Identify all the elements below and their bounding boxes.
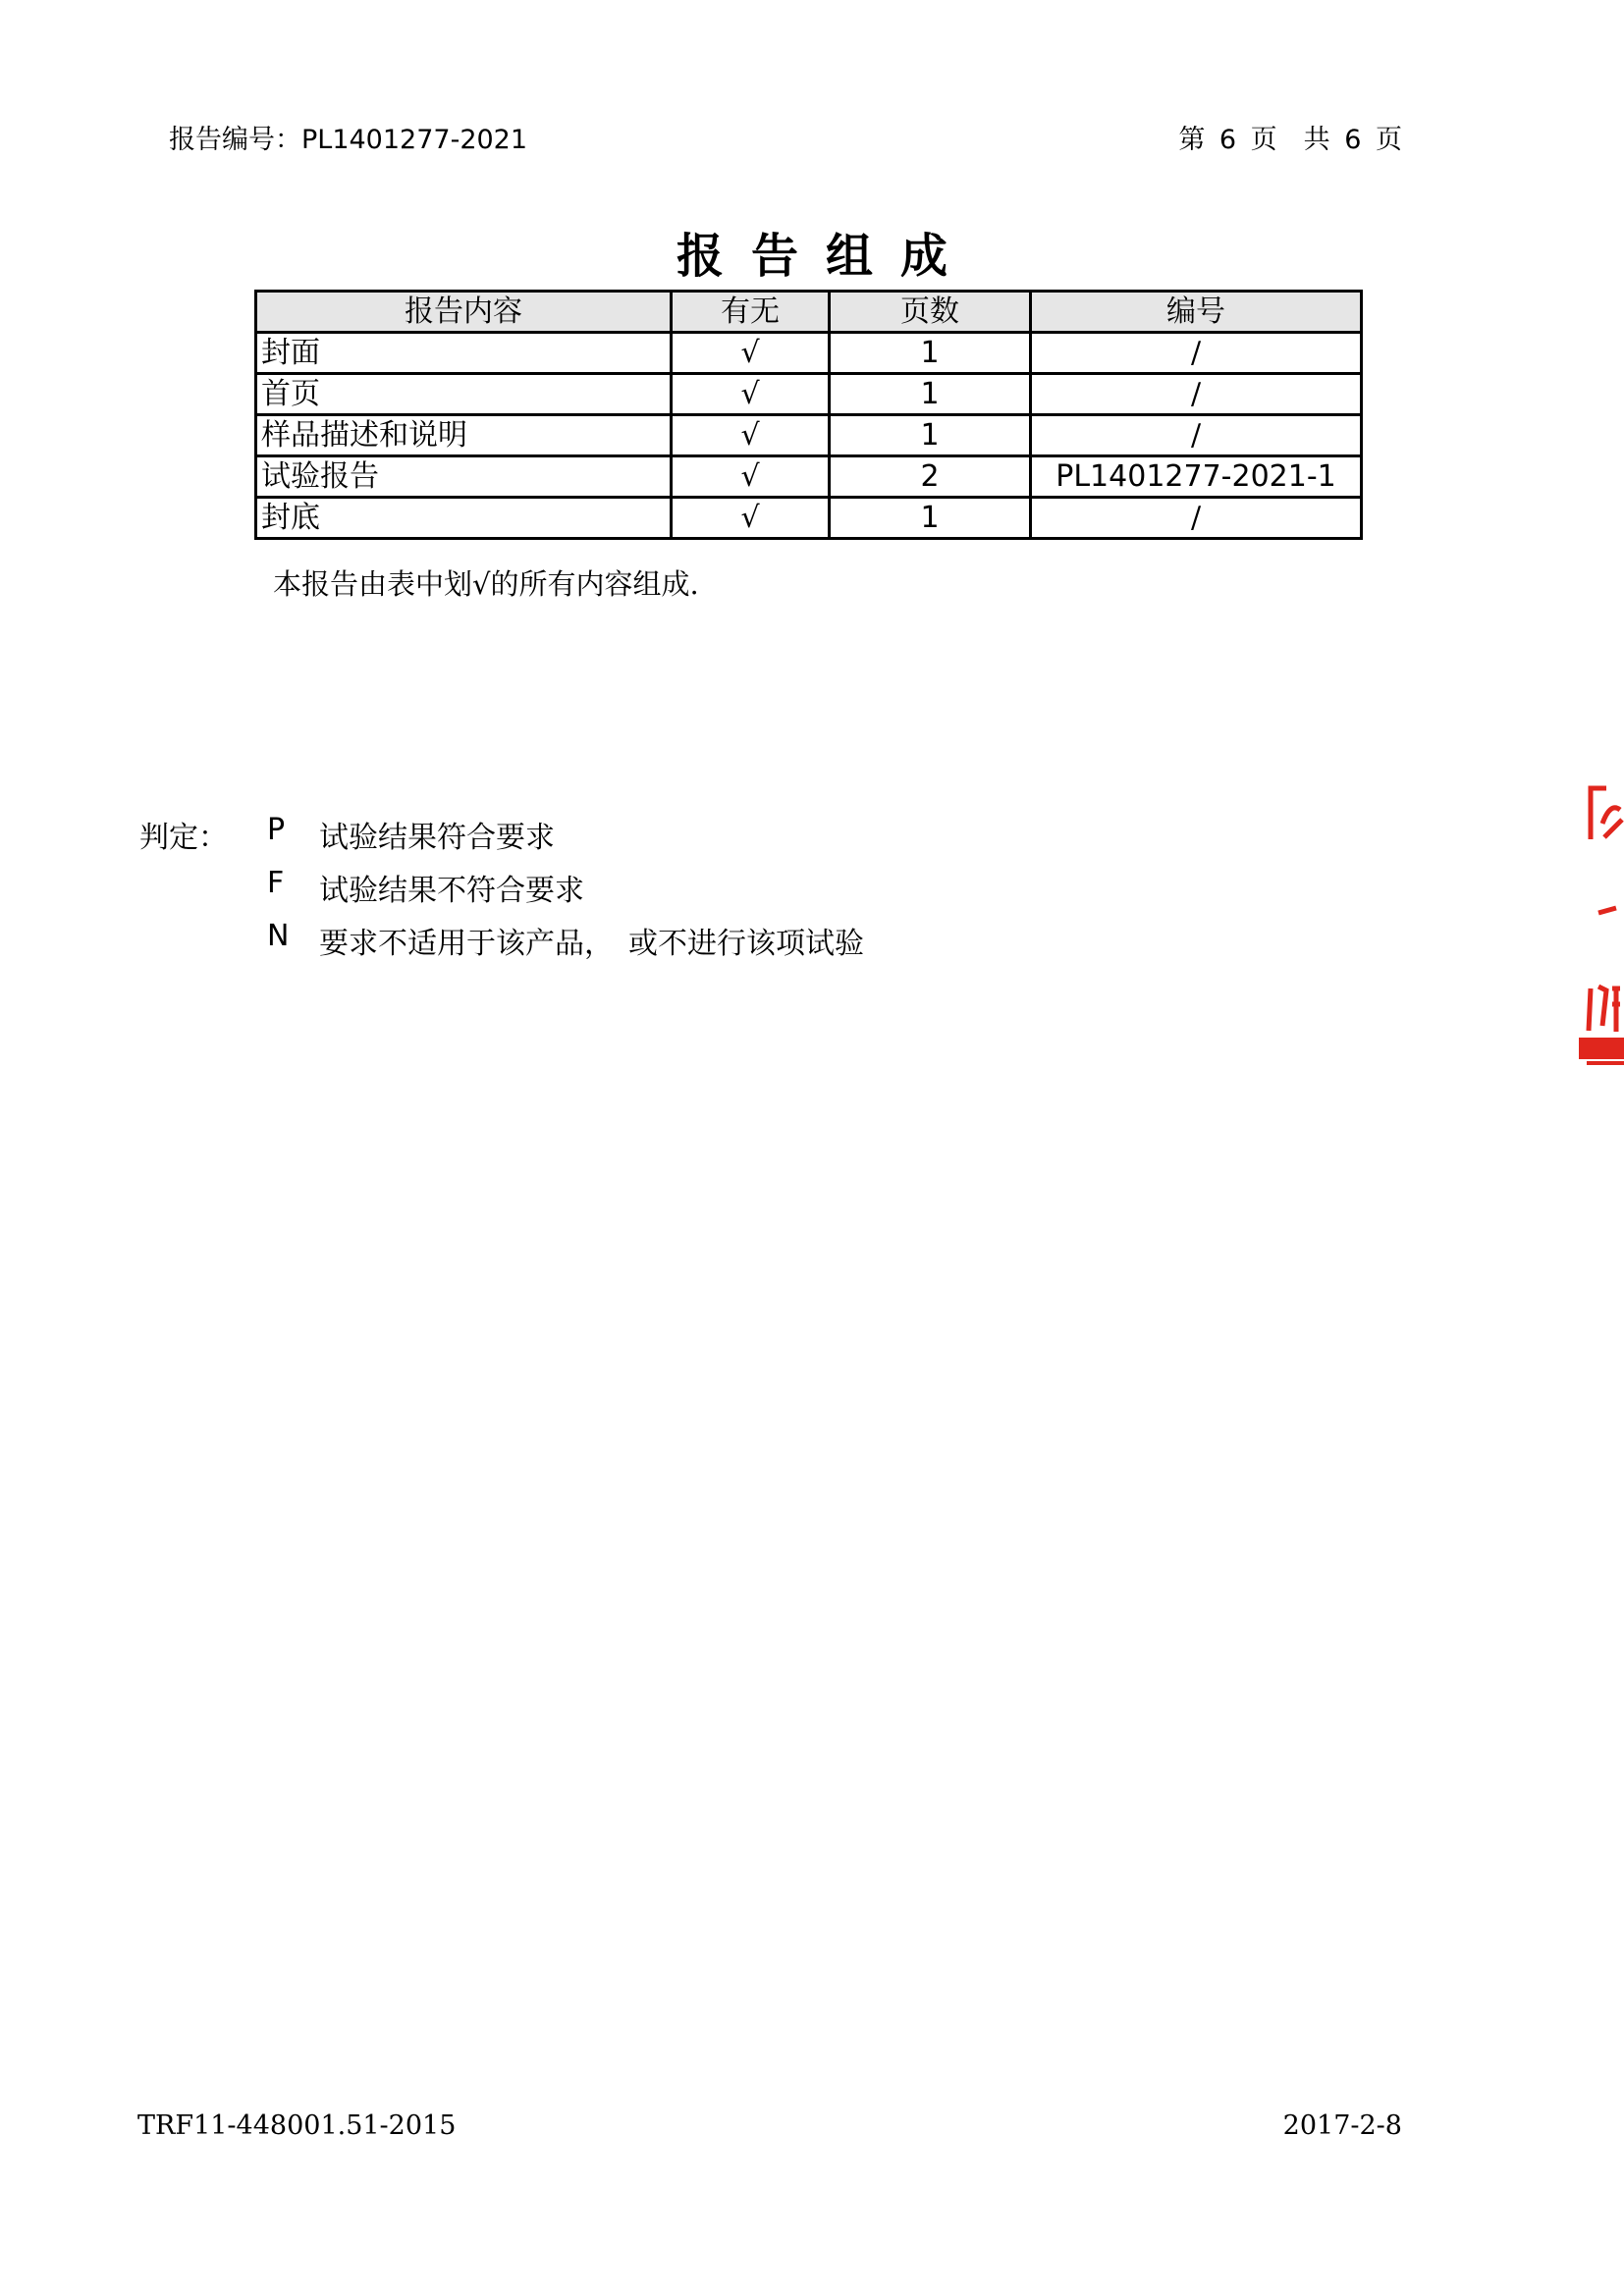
table-row	[256, 498, 1362, 539]
cell-presence: √	[672, 374, 830, 415]
cell-presence: √	[672, 498, 830, 539]
cell-pages: 1	[830, 415, 1031, 456]
verdict-text: 试验结果不符合要求	[319, 874, 584, 908]
report-composition-table	[254, 290, 1363, 540]
cell-presence: √	[672, 333, 830, 374]
cell-pages: 1	[830, 498, 1031, 539]
cell-number: /	[1031, 415, 1362, 456]
cell-presence: √	[672, 415, 830, 456]
col-header-number: 编号	[1031, 292, 1362, 333]
cell-number: /	[1031, 333, 1362, 374]
seal-stamp	[1577, 780, 1624, 1065]
cell-number: PL1401277-2021-1	[1031, 456, 1362, 498]
cell-pages: 2	[830, 456, 1031, 498]
verdict-text: 要求不适用于该产品， 或不进行该项试验	[319, 927, 864, 961]
cell-content: 样品描述和说明	[256, 415, 672, 456]
col-header-content: 报告内容	[256, 292, 672, 333]
table-row	[256, 415, 1362, 456]
table-row	[256, 374, 1362, 415]
form-number: TRF11-448001.51-2015	[137, 2110, 457, 2141]
verdict-label: 判定：	[139, 821, 228, 855]
table-header-row	[256, 292, 1362, 333]
page-info: 第 6 页 共 6 页	[1178, 125, 1402, 155]
cell-number: /	[1031, 374, 1362, 415]
cell-pages: 1	[830, 333, 1031, 374]
cell-number: /	[1031, 498, 1362, 539]
col-header-pages: 页数	[830, 292, 1031, 333]
table-row	[256, 333, 1362, 374]
cell-content: 试验报告	[256, 456, 672, 498]
table-row	[256, 456, 1362, 498]
page-title: 报告组成	[676, 229, 975, 284]
report-number: 报告编号：PL1401277-2021	[169, 125, 528, 155]
cell-presence: √	[672, 456, 830, 498]
cell-content: 首页	[256, 374, 672, 415]
col-header-presence: 有无	[672, 292, 830, 333]
footer-date: 2017-2-8	[1282, 2110, 1402, 2141]
table-note: 本报告由表中划√的所有内容组成.	[273, 567, 699, 601]
verdict-code: F	[267, 866, 285, 900]
verdict-code: P	[267, 813, 286, 847]
cell-content: 封面	[256, 333, 672, 374]
cell-content: 封底	[256, 498, 672, 539]
verdict-code: N	[267, 919, 290, 953]
verdict-text: 试验结果符合要求	[319, 821, 555, 855]
cell-pages: 1	[830, 374, 1031, 415]
